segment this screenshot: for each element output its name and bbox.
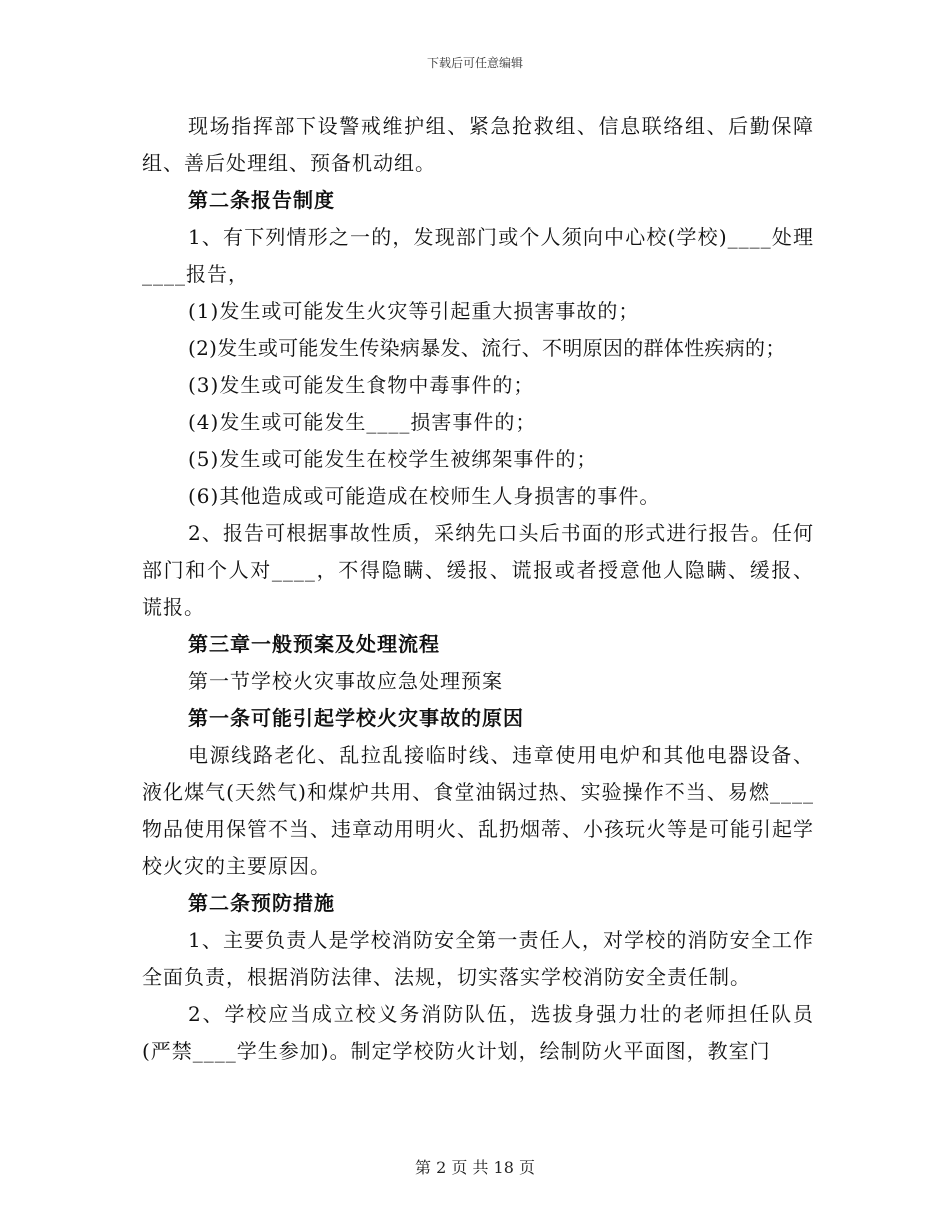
list-item-5: (5)发生或可能发生在校学生被绑架事件的； xyxy=(188,447,598,471)
paragraph-report-situations: 1、有下列情形之一的，发现部门或个人须向中心校(学校)____处理____报告， xyxy=(142,225,814,286)
page-header: 下载后可任意编辑 xyxy=(426,56,523,70)
list-item-4: (4)发生或可能发生____损害事件的； xyxy=(188,410,537,434)
heading-chapter-3: 第三章一般预案及处理流程 xyxy=(188,632,440,656)
heading-report-system: 第二条报告制度 xyxy=(188,188,335,212)
list-item-3: (3)发生或可能发生食物中毒事件的； xyxy=(188,373,535,397)
document-body xyxy=(142,108,814,1070)
paragraph-command-groups: 现场指挥部下设警戒维护组、紧急抢救组、信息联络组、后勤保障组、善后处理组、预备机动组。 xyxy=(142,114,814,175)
section-fire-plan: 第一节学校火灾事故应急处理预案 xyxy=(188,669,503,693)
list-item-6: (6)其他造成或可能造成在校师生人身损害的事件。 xyxy=(188,484,661,508)
paragraph-prevention-1: 1、主要负责人是学校消防安全第一责任人，对学校的消防安全工作全面负责，根据消防法律、法规，切实落实学校消防安全责任制。 xyxy=(142,928,814,989)
paragraph-fire-causes: 电源线路老化、乱拉乱接临时线、违章使用电炉和其他电器设备、液化煤气(天然气)和煤炉共用、食堂油锅过热、实验操作不当、易燃____物品使用保管不当、违章动用明火、乱扔烟蒂、小孩玩火等是可能引起学校火灾的主要原因。 xyxy=(142,743,814,878)
paragraph-prevention-2: 2、学校应当成立校义务消防队伍，选拔身强力壮的老师担任队员(严禁____学生参加)。制定学校防火计划，绘制防火平面图，教室门 xyxy=(142,1002,814,1063)
heading-fire-causes: 第一条可能引起学校火灾事故的原因 xyxy=(188,706,524,730)
list-item-2: (2)发生或可能发生传染病暴发、流行、不明原因的群体性疾病的； xyxy=(188,336,786,360)
paragraph-report-form: 2、报告可根据事故性质，采纳先口头后书面的形式进行报告。任何部门和个人对____，不得隐瞒、缓报、谎报或者授意他人隐瞒、缓报、谎报。 xyxy=(142,521,814,619)
list-item-1: (1)发生或可能发生火灾等引起重大损害事故的； xyxy=(188,299,640,323)
heading-prevention: 第二条预防措施 xyxy=(188,891,335,915)
page-number: 第 2 页 共 18 页 xyxy=(415,1158,535,1177)
